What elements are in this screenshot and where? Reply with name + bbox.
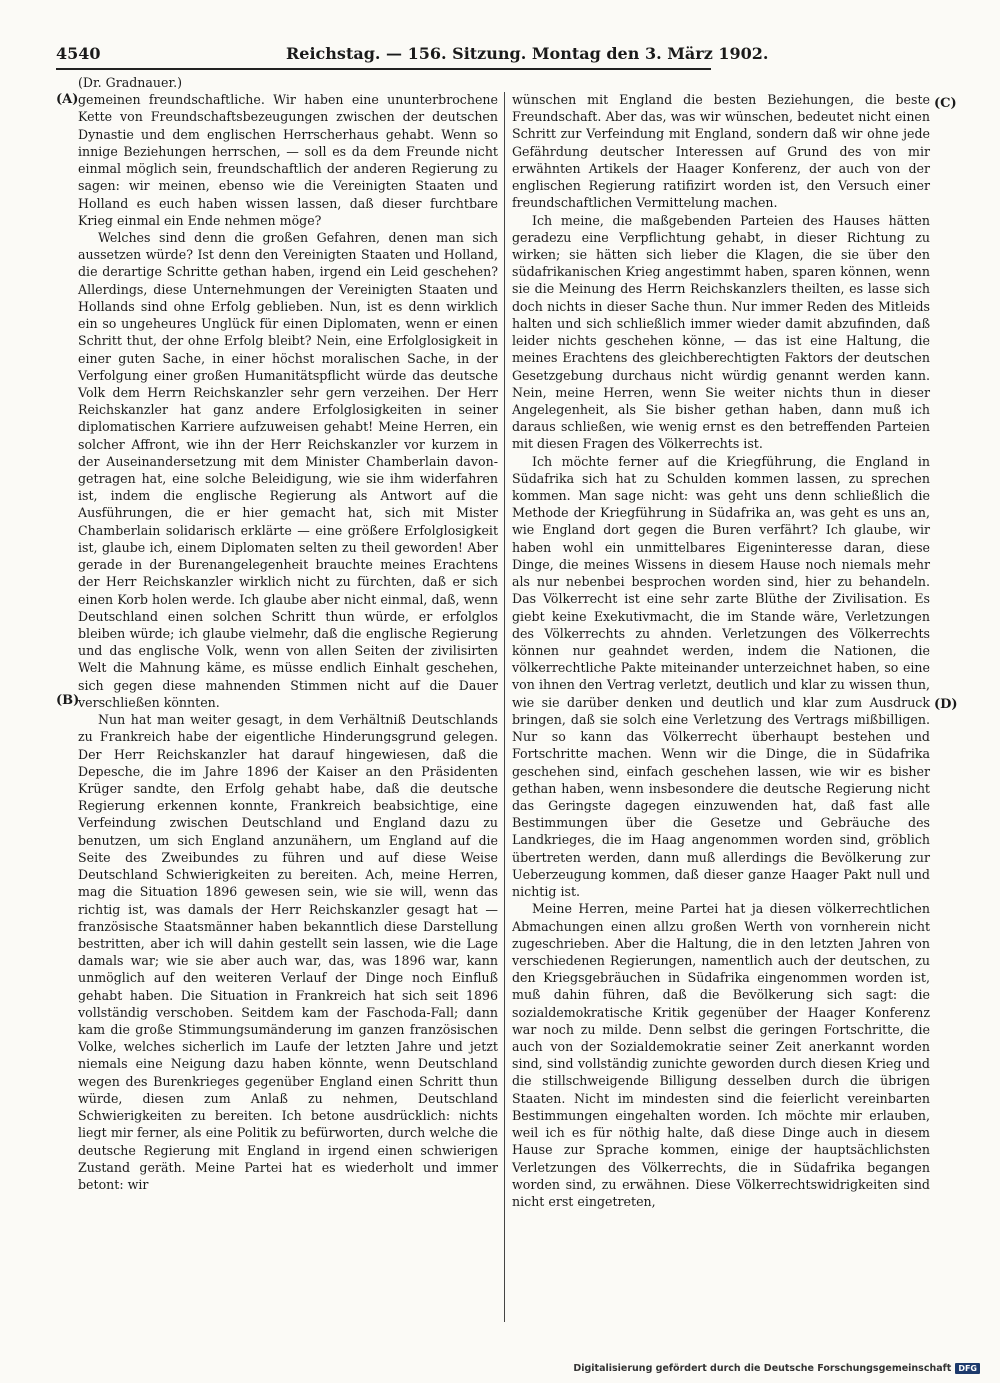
running-title: Reichstag. — 156. Sitzung. Montag den 3. März 1902.: [286, 44, 769, 63]
dfg-logo: DFG: [955, 1363, 980, 1374]
footer-text: Digitalisierung gefördert durch die Deutsche Forschungsgemeinschaft: [573, 1363, 952, 1374]
margin-marker-b: (B): [56, 693, 80, 708]
margin-marker-d: (D): [934, 697, 958, 712]
margin-marker-a: (A): [56, 92, 79, 107]
right-column: [512, 91, 930, 1210]
right-paragraph: Meine Herren, meine Partei hat ja diesen völkerrechtlichen Abmachungen einen allzu großen Werth von vornherein nicht zugeschrieben. Aber die Haltung, die in den letzten Jahren von verschiedenen Regierungen, namentlich auch der deutschen, zu den Kriegsgebräuchen in Südafrika eingenommen worden ist, muß dahin führen, daß die Bevölkerung sich sagt: die sozialdemokratische Kritik gegenüber der Haager Konferenz war noch zu milde. Denn selbst die geringen Fortschritte, die auch von der Sozialdemokratie seiner Zeit anerkannt worden sind, sind vollständig zunichte geworden durch diesen Krieg und die stillschweigende Billigung desselben durch die übrigen Staaten. Nicht im mindesten sind die feierlicht vereinbarten Bestimmungen eingehalten worden. Ich möchte mir erlauben, weil ich es für nöthig halte, daß diese Dinge auch in diesem Hause zur Sprache kommen, einige der hauptsächlichsten Verletzungen des Völkerrechts, die in Südafrika begangen worden sind, zu erwähnen. Diese Völkerrechtswidrigkeiten sind nicht erst eingetreten,: [512, 901, 930, 1209]
left-column: [78, 74, 498, 1193]
left-paragraph: Nun hat man weiter gesagt, in dem Verhältniß Deutschlands zu Frankreich habe der eigentliche Hinderungsgrund gelegen. Der Herr Reichskanzler hat darauf hingewiesen, daß die Depesche, die im Jahre 1896 der Kaiser an den Präsidenten Krüger sandte, den Erfolg gehabt habe, daß die deutsche Regierung erkennen konnte, Frankreich beabsichtige, eine Verfeindung zwischen Deutschland und England dazu zu benutzen, um sich England anzunähern, um England auf die Seite des Zweibundes zu führen und auf diese Weise Deutschland Schwierigkeiten zu bereiten. Ach, meine Herren, mag die Situation 1896 gewesen sein, wie sie will, wenn das richtig ist, was damals der Herr Reichskanzler gesagt hat — französische Staatsmänner haben bekanntlich diese Darstellung bestritten, aber ich will dahin gestellt sein lassen, wie die Lage damals war; wie sie aber auch war, das, was 1896 war, kann unmöglich auf den weiteren Verlauf der Dinge noch Einfluß gehabt haben. Die Situation in Frankreich hat sich seit 1896 vollständig verschoben. Seitdem kam der Faschoda-Fall; dann kam die große Stimmungsumänderung im ganzen französischen Volke, welches sicherlich im Laufe der letzten Jahre und jetzt niemals eine Neigung dazu haben könnte, wenn Deutschland wegen des Burenkrieges gegenüber England einen Schritt thun würde, diesen zum Anlaß zu nehmen, Deutschland Schwierigkeiten zu bereiten. Ich betone ausdrücklich: nichts liegt mir ferner, als eine Politik zu befürworten, durch welche die deutsche Regierung mit England in irgend einen schwierigen Zustand geräth. Meine Partei hat es wiederholt und immer betont: wir: [78, 712, 498, 1192]
left-paragraph: Welches sind denn die großen Gefahren, denen man sich aussetzen würde? Ist denn den Vereinigten Staaten und Holland, die derartige Schritte gethan haben, irgend ein Leid geschehen? Allerdings, diese Unternehmungen der Vereinigten Staaten und Hollands sind ohne Erfolg geblieben. Nun, ist es denn wirklich ein so ungeheures Unglück für einen Diplomaten, wenn er einen Schritt thut, der ohne Erfolg bleibt? Nein, eine Erfolglosigkeit in einer guten Sache, in einer höchst moralischen Sache, in der Verfolgung einer großen Humanitätspflicht würde das deutsche Volk dem Herrn Reichskanzler sehr gern verzeihen. Der Herr Reichskanzler hat ganz andere Erfolglosigkeiten in seiner diplomatischen Karriere aufzuweisen gehabt! Meine Herren, ein solcher Affront, wie ihn der Herr Reichskanzler vor kurzem in der Auseinandersetzung mit dem Minister Chamberlain davongetragen hat, eine solche Beleidigung, wie sie ihm widerfahren ist, indem die englische Regierung als Antwort auf die Ausführungen, die er hier gemacht hat, sich mit Mister Chamberlain solidarisch erklärte — eine größere Erfolglosigkeit ist, glaube ich, einem Diplomaten selten zu theil geworden! Aber gerade in der Burenangelegenheit brauchte meines Erachtens der Herr Reichskanzler wirklich nicht zu fürchten, daß er sich einen Korb holen werde. Ich glaube aber nicht einmal, daß, wenn Deutschland einen solchen Schritt thun würde, er erfolglos bleiben würde; ich glaube vielmehr, daß die englische Regierung und das englische Volk, wenn von allen Seiten der zivilisirten Welt die Mahnung käme, es müsse endlich Einhalt geschehen, sich gegen diese mahnenden Stimmen nicht auf die Dauer verschließen könnten.: [78, 229, 498, 710]
column-divider: [504, 92, 505, 1322]
right-paragraph: wünschen mit England die besten Beziehungen, die beste Freundschaft. Aber das, was wir wünschen, bedeutet nicht einen Schritt zur Verfeindung mit England, sondern daß wir ohne jede Gefährdung deutscher Interessen auf Grund des von mir erwähnten Artikels der Haager Konferenz, der auch von der englischen Regierung ratifizirt worden ist, den Versuch einer freundschaftlichen Vermittelung machen.: [512, 92, 930, 211]
header-rule: [56, 68, 711, 70]
left-paragraph: gemeinen freundschaftliche. Wir haben eine ununterbrochene Kette von Freundschaftsbezeugungen zwischen der deutschen Dynastie und dem englischen Herrscherhaus gehabt. Wenn so innige Beziehungen herrschen, — soll es da dem Freunde nicht einmal möglich sein, freundschaftlich der anderen Regierung zu sagen: wir meinen, ebenso wie die Vereinigten Staaten und Holland es euch haben wissen lassen, daß dieser furchtbare Krieg einmal ein Ende nehmen möge?: [78, 92, 498, 228]
page-number: 4540: [56, 44, 101, 63]
page-header: [56, 44, 769, 68]
margin-marker-c: (C): [934, 96, 957, 111]
right-paragraph: Ich meine, die maßgebenden Parteien des Hauses hätten geradezu eine Verpflichtung gehabt, in dieser Richtung zu wirken; sie hätten sich lieber die Klagen, die sie über den südafrikanischen Krieg angestimmt haben, sparen können, wenn sie die Meinung des Herrn Reichskanzlers theilten, es lasse sich doch nichts in dieser Sache thun. Nur immer Reden des Mitleids halten und sich schließlich immer wieder damit abzufinden, daß leider nichts geschehen könne, — das ist eine Haltung, die meines Erachtens des gleichberechtigten Faktors der deutschen Gesetzgebung durchaus nicht würdig genannt werden kann. Nein, meine Herren, wenn Sie weiter nichts thun in dieser Angelegenheit, als Sie bisher gethan haben, dann muß ich daraus schließen, wie wenig ernst es den betreffenden Parteien mit diesen Fragen des Völkerrechts ist.: [512, 212, 930, 452]
speaker-label: (Dr. Gradnauer.): [78, 75, 183, 90]
footer-credit: [573, 1363, 980, 1374]
right-paragraph: Ich möchte ferner auf die Kriegführung, die England in Südafrika sich hat zu Schulden kommen lassen, zu sprechen kommen. Man sage nicht: was geht uns denn schließlich die Methode der Kriegführung in Südafrika an, was geht es uns an, wie England dort gegen die Buren verfährt? Ich glaube, wir haben wohl ein unmittelbares Eigeninteresse daran, diese Dinge, die meines Wissens in diesem Hause noch niemals mehr als nur nebenbei besprochen worden sind, hier zu behandeln. Das Völkerrecht ist eine sehr zarte Blüthe der Zivilisation. Es giebt keine Exekutivmacht, die im Stande wäre, Verletzungen des Völkerrechts zu ahnden. Verletzungen des Völkerrechts können nur geahndet werden, indem die Nationen, die völkerrechtliche Pakte miteinander unterzeichnet haben, so eine von ihnen den Vertrag verletzt, deutlich und klar zu wissen thun, wie sie darüber denken und deutlich und klar zum Ausdruck bringen, daß sie solch eine Verletzung des Vertrags mißbilligen. Nur so kann das Völkerrecht überhaupt bestehen und Fortschritte machen. Wenn wir die Dinge, die in Südafrika geschehen sind, einfach geschehen lassen, wie wir es bisher gethan haben, wenn insbesondere die deutsche Regierung nicht das Geringste dagegen einzuwenden hat, daß fast alle Bestimmungen über die Gesetze und Gebräuche des Landkrieges, die im Haag angenommen worden sind, gröblich übertreten werden, dann muß allerdings die Bevölkerung zur Ueberzeugung kommen, daß dieser ganze Haager Pakt null und nichtig ist.: [512, 453, 930, 900]
